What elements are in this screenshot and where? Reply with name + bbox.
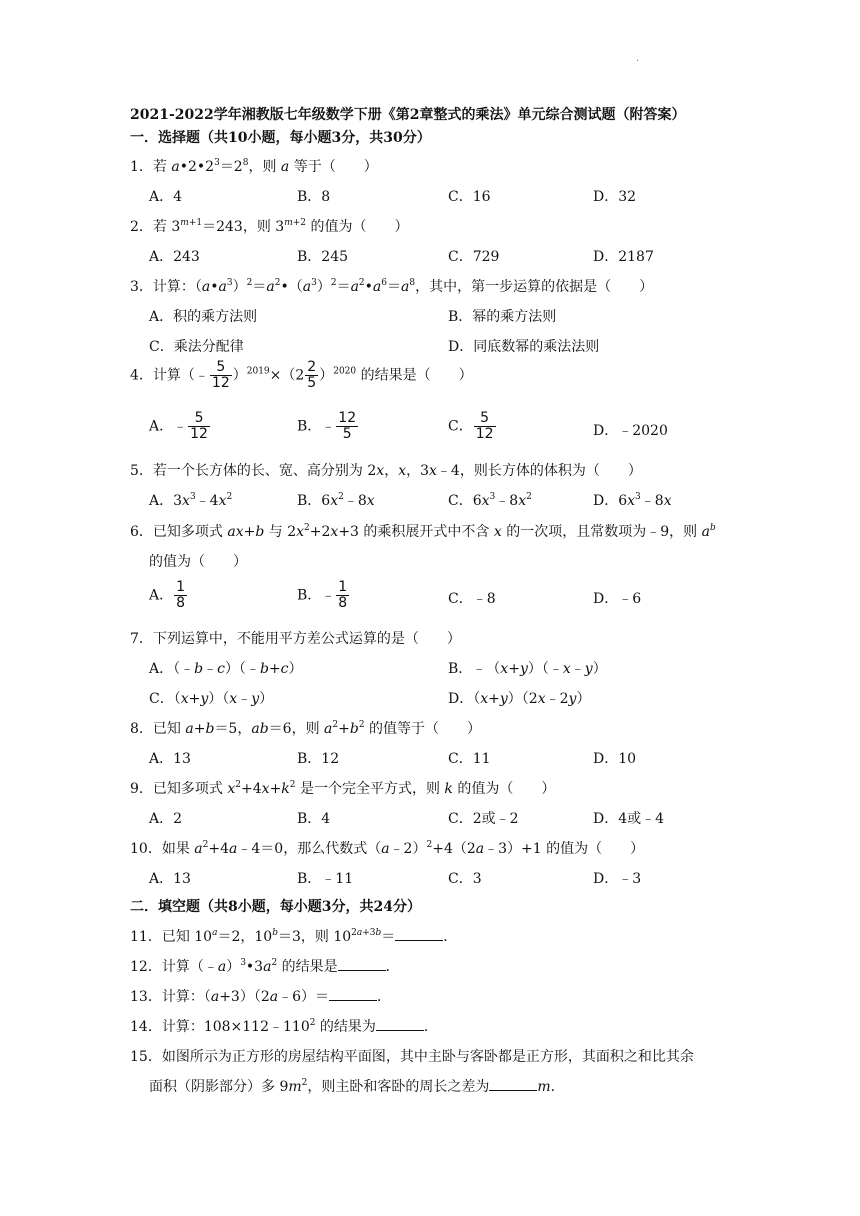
q13-blank[interactable] <box>329 988 377 1001</box>
question-15: 15．如图所示为正方形的房屋结构平面图，其中主卧与客卧都是正方形，其面积之和比其余 <box>130 1049 694 1065</box>
q10-option-b: B．﹣11 <box>297 871 354 887</box>
q7-option-d: D．（x+y）（2x﹣2y） <box>448 691 591 707</box>
q7-option-b: B．﹣（x+y）（﹣x﹣y） <box>448 661 607 677</box>
q6-option-c: C．﹣8 <box>448 591 496 607</box>
question-13: 13．计算：（a+3）（2a﹣6）＝ ． <box>130 989 392 1005</box>
question-6-line-2: 的值为（ ） <box>149 554 247 570</box>
section-heading-fill: 二．填空题（共8小题，每小题3分，共24分） <box>130 899 421 915</box>
q12-blank[interactable] <box>338 958 386 971</box>
q1-option-b: B．8 <box>297 189 331 205</box>
q7-option-a: A．（﹣b﹣c）（﹣b+c） <box>149 661 303 677</box>
question-6: 6．已知多项式 ax+b 与 $2x^2+2x+3$ 的乘积展开式中不含 x 的一次项，且常数项为﹣9，则 $a^b$ <box>130 523 716 540</box>
question-2: 2．若 $3^{m+1}=243$，则 $3^{m+2}$ 的值为（ ） <box>130 218 409 235</box>
question-7: 7．下列运算中，不能用平方差公式运算的是（ ） <box>130 631 461 647</box>
question-14: 14．计算：$108\times 112﹣110^2$ 的结果为 ． <box>130 1018 438 1035</box>
q1-option-c: C．16 <box>448 189 491 205</box>
question-11: 11．已知 $10^a=2$，$10^b=3$，则 $10^{2a+3b}=$ ． <box>130 928 458 945</box>
q6-option-d: D．﹣6 <box>593 591 642 607</box>
q4-option-d: D．﹣2020 <box>593 423 668 439</box>
q2-option-a: A．243 <box>149 249 200 265</box>
q10-option-d: D．﹣3 <box>593 871 642 887</box>
q5-option-d: D．$6x^3﹣8x$ <box>593 492 672 509</box>
q9-option-d: D．4或﹣4 <box>593 811 665 827</box>
q4-option-a: A．﹣ $\frac{5}{12}$ <box>149 410 208 442</box>
q9-option-a: A．2 <box>149 811 183 827</box>
question-15-line-2: 面积（阴影部分）多 $9m^2$，则主卧和客卧的周长之差为 m． <box>149 1078 565 1095</box>
q7-option-c: C．（x+y）（x﹣y） <box>149 691 274 707</box>
q6-option-b: B．﹣ $\frac{1}{8}$ <box>297 579 348 611</box>
q3-option-c: C．乘法分配律 <box>149 339 244 355</box>
q3-option-a: A．积的乘方法则 <box>149 309 258 325</box>
q5-option-c: C．$6x^3﹣8x^2$ <box>448 492 532 509</box>
q4-option-c: C． $\frac{5}{12}$ <box>448 410 494 442</box>
question-8: 8．已知 a+b＝5，ab＝6，则 $a^2+b^2$ 的值等于（ ） <box>130 720 482 737</box>
q2-option-d: D．2187 <box>593 249 654 265</box>
q1-option-a: A．4 <box>149 189 183 205</box>
q5-option-b: B．$6x^2﹣8x$ <box>297 492 375 509</box>
q8-option-b: B．12 <box>297 751 340 767</box>
question-4: 4．计算（﹣ $\frac{5}{12}$ ）$^{2019}$×（2 $\frac{2}{5}$ ）$^{2020}$ 的结果是（ ） <box>130 359 473 391</box>
page-title: 2021-2022学年湘教版七年级数学下册《第2章整式的乘法》单元综合测试题（附答案） <box>130 107 686 123</box>
q15-blank[interactable] <box>489 1078 537 1091</box>
q5-option-a: A．$3x^3﹣4x^2$ <box>149 492 233 509</box>
q1-option-d: D．32 <box>593 189 637 205</box>
section-heading-choice: 一．选择题（共10小题，每小题3分，共30分） <box>130 130 431 146</box>
q10-option-c: C．3 <box>448 871 482 887</box>
q9-option-c: C．2或﹣2 <box>448 811 519 827</box>
q3-option-b: B．幂的乘方法则 <box>448 309 557 325</box>
question-9: 9．已知多项式 $x^2+4x+k^2$ 是一个完全平方式，则 k 的值为（ ） <box>130 780 556 797</box>
q4-option-b: B．﹣ $\frac{12}{5}$ <box>297 410 357 442</box>
q6-option-a: A． $\frac{1}{8}$ <box>149 579 186 611</box>
q14-blank[interactable] <box>376 1018 424 1031</box>
question-3: 3．计算：$(a•a^3)^2=a^2•(a^3)^2=a^2•a^6=a^8$，其中，第一步运算的依据是（ ） <box>130 278 654 295</box>
question-1: 1．若 $a•2•2^3=2^8$，则 a 等于（ ） <box>130 158 378 175</box>
page-dot: · <box>636 56 640 67</box>
q10-option-a: A．13 <box>149 871 191 887</box>
q11-blank[interactable] <box>395 928 443 941</box>
question-10: 10．如果 $a^2+4a﹣4=0$，那么代数式（a﹣2）$^2$+4（2a﹣3）+1 的值为（ ） <box>130 840 645 857</box>
question-12: 12．计算$(﹣a)^3•3a^2$ 的结果是 ． <box>130 958 400 975</box>
question-5: 5．若一个长方体的长、宽、高分别为 2x，x，3x﹣4，则长方体的体积为（ ） <box>130 463 642 479</box>
q8-option-d: D．10 <box>593 751 637 767</box>
q2-option-c: C．729 <box>448 249 500 265</box>
q8-option-c: C．11 <box>448 751 491 767</box>
q3-option-d: D．同底数幂的乘法法则 <box>448 339 600 355</box>
q9-option-b: B．4 <box>297 811 331 827</box>
q8-option-a: A．13 <box>149 751 191 767</box>
q2-option-b: B．245 <box>297 249 349 265</box>
